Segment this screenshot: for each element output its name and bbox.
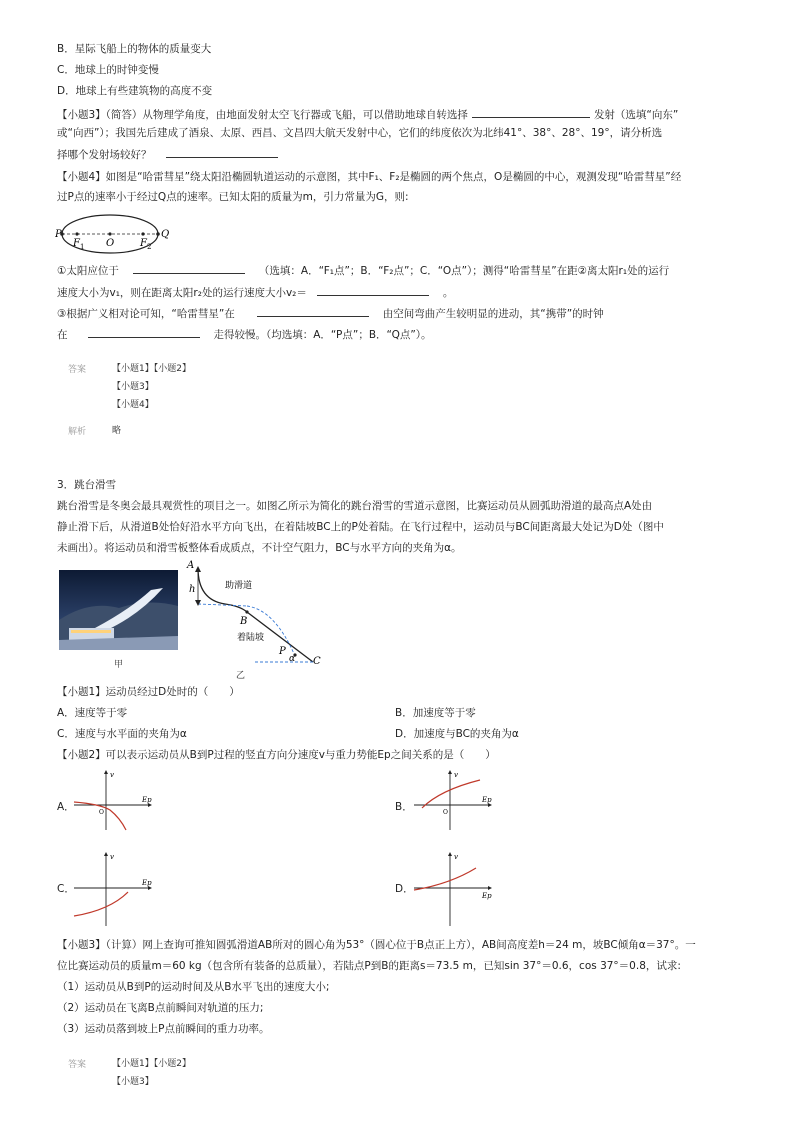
y-arrow: [448, 770, 452, 774]
ski-jump-photo: [59, 570, 178, 650]
sub1-text-d: 。: [442, 287, 454, 299]
stadium-building: [69, 628, 114, 640]
intro-line-2: 静止滑下后，从滑道B处恰好沿水平方向飞出，在着陆坡BC上的P处着陆。在飞行过程中，运动员与BC间距离最大处记为D处（图中: [57, 521, 664, 533]
q2-2: 【小题2】可以表示运动员从B到P过程的竖直方向分速度v与重力势能Ep之间关系的是（ ）: [57, 749, 496, 761]
label-v: v: [454, 853, 458, 861]
q2-3-part-3: （3）运动员落到坡上P点前瞬间的重力功率。: [57, 1023, 270, 1035]
graph-option-a[interactable]: [70, 768, 155, 834]
graph-option-c-label[interactable]: C．: [57, 883, 75, 895]
sub3-text-d: 走得较慢。（均选填：A．“P点”；B．“Q点”）。: [213, 329, 432, 341]
curve: [74, 892, 128, 916]
q3-text-b: 发射（选填“向东”: [593, 109, 679, 121]
q2-1-option-b[interactable]: B．加速度等于零: [395, 707, 476, 719]
sub3-text-a: ③根据广义相对论可知，“哈雷彗星”在: [57, 308, 235, 320]
q3-line-2: 或“向西”）；我国先后建成了酒泉、太原、西昌、文昌四大航天发射中心，它们的纬度依次为北纬41°、38°、28°、19°，请分析选: [57, 127, 663, 139]
q3-text-a: 【小题3】（简答）从物理学角度，由地面发射太空飞行器或飞船，可以借助地球自转选择: [57, 109, 468, 121]
label-f2: F: [140, 238, 147, 249]
height-arrow-down: [195, 600, 201, 606]
answer-line-1: 【小题1】【小题2】: [112, 364, 191, 374]
label-q: Q: [161, 229, 170, 240]
answer-2-line-2: 【小题3】: [112, 1077, 154, 1087]
y-arrow: [104, 852, 108, 856]
q3-line-3: [57, 146, 278, 162]
analysis-label: 解析: [68, 427, 87, 437]
answer-label-2: 答案: [68, 1060, 87, 1070]
center-o: [108, 232, 111, 235]
q4-line-1: 【小题4】如图是“哈雷彗星”绕太阳沿椭圆轨道运动的示意图，其中F₁、F₂是椭圆的两个焦点，O是椭圆的中心，观测发现“哈雷彗星”经: [57, 171, 682, 183]
option-c: C．地球上的时钟变慢: [57, 64, 159, 76]
label-ep: Ep: [482, 796, 492, 804]
answer-blank[interactable]: [133, 262, 245, 274]
graph-option-b[interactable]: [410, 768, 495, 834]
y-arrow: [104, 770, 108, 774]
label-h: h: [189, 584, 196, 595]
sub1-text-b: （选填：A．“F₁点”；B．“F₂点”；C．“O点”）；测得“哈雷彗星”在距②离太阳r₁处的运行: [258, 265, 670, 277]
label-f1: F: [73, 238, 80, 249]
section-heading: 3．跳台滑雪: [57, 479, 117, 491]
sub3-line-1: [57, 305, 604, 321]
curve: [414, 868, 476, 890]
answer-blank[interactable]: [88, 326, 200, 338]
slope-path: [198, 568, 313, 662]
answer-blank[interactable]: [472, 106, 590, 118]
q3-line-1: [57, 106, 678, 122]
x-arrow: [488, 886, 492, 890]
answer-line-3: 【小题4】: [112, 400, 154, 410]
point-q: [156, 232, 160, 236]
graph-option-a-label[interactable]: A．: [57, 801, 75, 813]
label-c: C: [313, 656, 321, 667]
answer-label: 答案: [68, 365, 87, 375]
y-arrow: [448, 852, 452, 856]
label-ep: Ep: [142, 879, 152, 887]
sub1-line-1: [57, 262, 669, 278]
answer-blank[interactable]: [257, 305, 369, 317]
answer-line-2: 【小题3】: [112, 382, 154, 392]
label-p: P: [55, 229, 62, 240]
graph-option-d[interactable]: [410, 850, 495, 930]
label-b: B: [240, 616, 248, 627]
horizontal-reference: [198, 604, 247, 606]
intro-line-1: 跳台滑雪是冬奥会最具观赏性的项目之一。如图乙所示为简化的跳台滑雪的雪道示意图，比赛运动员从圆弧助滑道的最高点A处由: [57, 500, 653, 512]
focus-f2: [141, 232, 144, 235]
q2-3-line-1: 【小题3】（计算）网上查询可推知圆弧滑道AB所对的圆心角为53°（圆心位于B点正上方），AB间高度差h＝24 m，坡BC倾角α＝37°。一: [57, 939, 696, 951]
q2-3-line-2: 位比赛运动员的质量m＝60 kg（包含所有装备的总质量），若陆点P到B的距离s＝73.5 m，已知sin 37°＝0.6，cos 37°＝0.8，试求:: [57, 960, 681, 972]
label-v: v: [110, 853, 114, 861]
label-ep: Ep: [482, 892, 492, 900]
q2-3-part-2: （2）运动员在飞离B点前瞬间对轨道的压力;: [57, 1002, 264, 1014]
label-origin: O: [443, 809, 448, 816]
label-p3: P: [279, 646, 286, 657]
graph-option-c[interactable]: [70, 850, 155, 930]
sub1-line-2: [57, 284, 453, 300]
label-v: v: [454, 771, 458, 779]
answer-blank[interactable]: [317, 284, 429, 296]
label-alpha: α: [289, 654, 296, 664]
q3-text-c: 择哪个发射场较好？: [57, 149, 152, 161]
curve: [74, 802, 126, 830]
focus-f1: [75, 232, 78, 235]
label-f1-sub: 1: [80, 243, 85, 251]
label-origin: O: [99, 809, 104, 816]
flight-trajectory: [247, 606, 295, 656]
analysis-value: 略: [112, 426, 122, 436]
graph-option-b-label[interactable]: B．: [395, 801, 413, 813]
sub3-text-c: 在: [57, 329, 68, 341]
point-b: [245, 610, 248, 613]
option-b: B．星际飞船上的物体的质量变大: [57, 43, 212, 55]
label-ep: Ep: [142, 796, 152, 804]
label-o: O: [106, 238, 115, 249]
q2-3-part-1: （1）运动员从B到P的运动时间及从B水平飞出的速度大小;: [57, 981, 330, 993]
sub1-text-a: ①太阳应位于: [57, 265, 119, 277]
label-a: A: [187, 560, 195, 571]
sub3-line-2: [57, 326, 432, 342]
answer-2-line-1: 【小题1】【小题2】: [112, 1059, 191, 1069]
label-f2-sub: 2: [147, 243, 152, 251]
label-zhuolupo: 着陆坡: [237, 633, 265, 643]
label-zhuhuadao: 助滑道: [225, 581, 253, 591]
curve: [422, 780, 480, 808]
sub1-text-c: 速度大小为v₁，则在距离太阳r₂处的运行速度大小v₂＝: [57, 287, 307, 299]
q2-1-option-d[interactable]: D．加速度与BC的夹角为α: [395, 728, 519, 740]
q2-1-option-c[interactable]: C．速度与水平面的夹角为α: [57, 728, 187, 740]
answer-blank[interactable]: [166, 146, 278, 158]
figure-label-yi: 乙: [236, 671, 246, 681]
label-v: v: [110, 771, 114, 779]
graph-option-d-label[interactable]: D．: [395, 883, 414, 895]
q2-1-option-a[interactable]: A．速度等于零: [57, 707, 128, 719]
q2-1: 【小题1】运动员经过D处时的（ ）: [57, 686, 240, 698]
sub3-text-b: 由空间弯曲产生较明显的进动，其“携带”的时钟: [382, 308, 604, 320]
stadium-lights: [71, 630, 111, 633]
height-arrow-up: [195, 566, 201, 572]
figure-label-jia: 甲: [114, 660, 124, 670]
halley-orbit-diagram: [55, 210, 185, 256]
intro-line-3: 未画出）。将运动员和滑雪板整体看成质点，不计空气阻力，BC与水平方向的夹角为α。: [57, 542, 462, 554]
option-d: D．地球上有些建筑物的高度不变: [57, 85, 213, 97]
slope-diagram: [185, 560, 325, 668]
q4-line-2: 过P点的速率小于经过Q点的速率。已知太阳的质量为m，引力常量为G，则:: [57, 191, 409, 203]
